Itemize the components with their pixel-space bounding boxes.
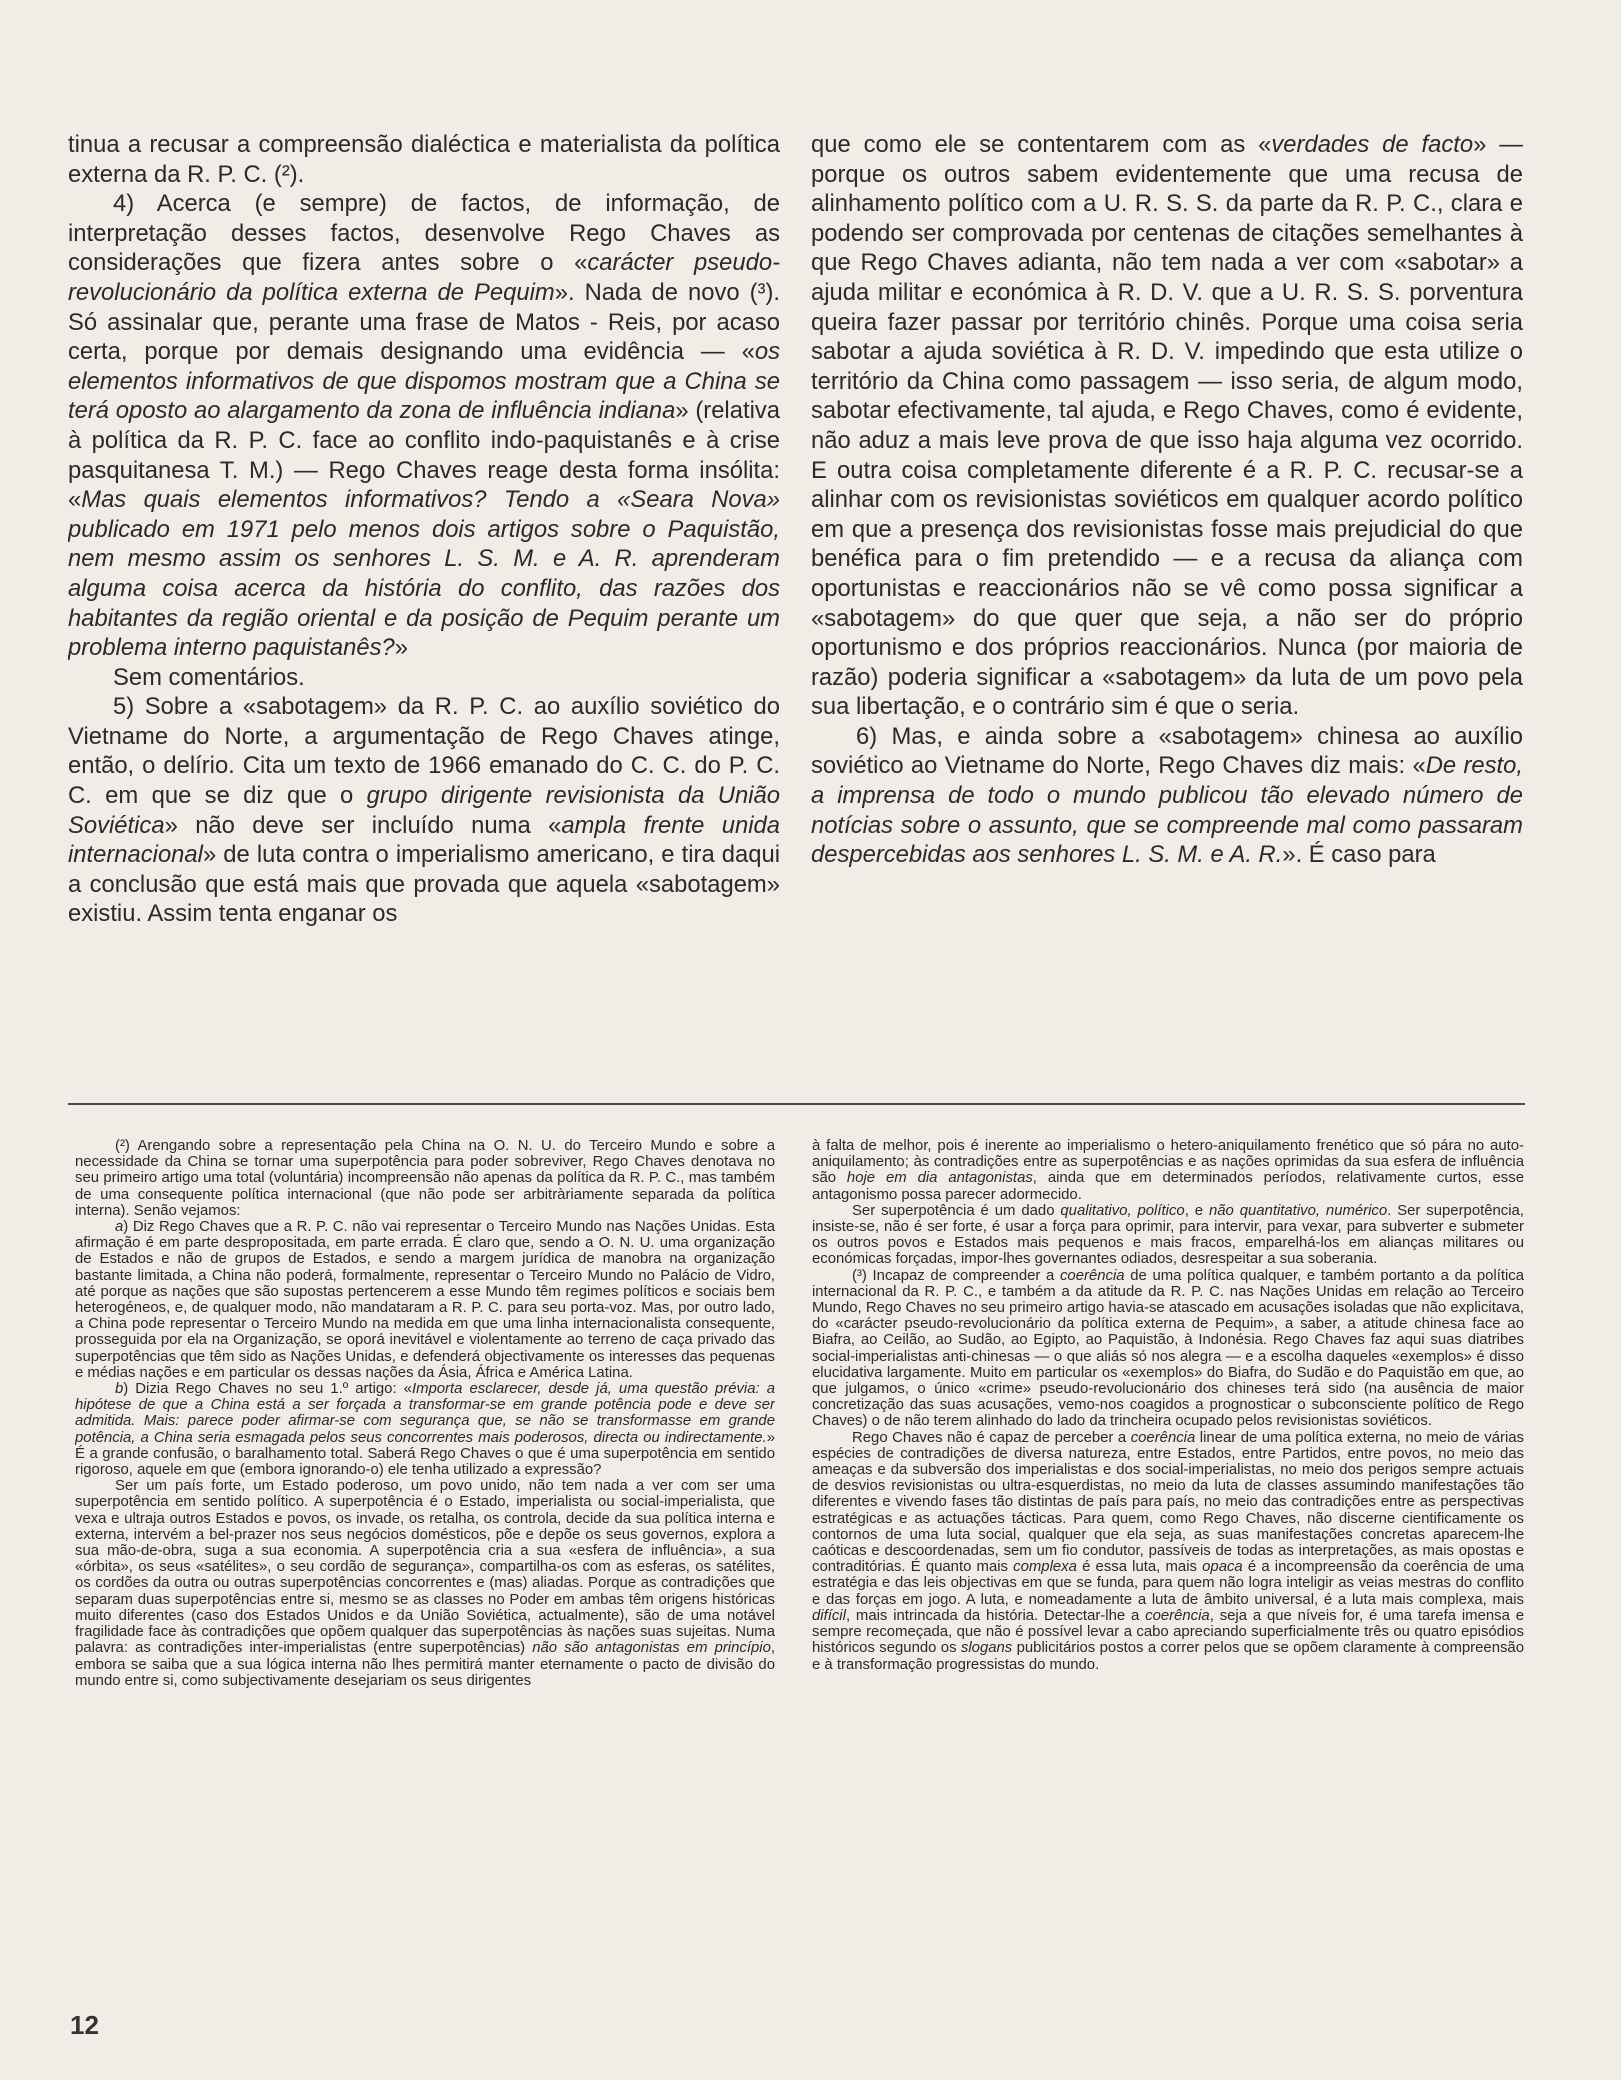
text-run: que como ele se contentarem com as « — [811, 131, 1272, 158]
text-run: ». Nada de novo (³). Só assinalar que, perante uma frase de Matos - Reis, por acaso certa, porque por demais designando uma evidência — « — [68, 278, 780, 366]
paragraph — [68, 663, 780, 693]
text-run: 6) Mas, e ainda sobre a «sabotagem» chinesa ao auxílio soviético ao Vietname do Norte, Rego Chaves diz mais: « — [811, 722, 1523, 780]
footnotes-left-column — [75, 1138, 775, 1998]
text-run: , e — [1184, 1202, 1209, 1219]
text-run: é a incompreensão da coerência de uma estratégia e das leis objectivas em que se funda, para quem não logra inteligir as veias mestras do conflito e das forças em jogo. A luta, e nomeadamente a luta de âmbito universal, é a luta mais complexa, mais — [812, 1559, 1524, 1608]
italic-text: coerência — [1145, 1607, 1210, 1624]
italic-text: slogans — [960, 1640, 1013, 1657]
italic-text: ampla frente unida internacional — [68, 811, 780, 869]
paragraph — [812, 1430, 1524, 1673]
paragraph — [812, 1268, 1524, 1430]
page-number: 12 — [70, 2010, 99, 2040]
text-run: , embora se saiba que a sua lógica interna não lhes permitirá manter eternamente o pacto de divisão do mundo entre si, como subjectivamente desejariam os seus dirigentes — [75, 1640, 775, 1689]
italic-text: opaca — [1202, 1559, 1243, 1576]
italic-text: os elementos informativos de que dispomos mostram que a China se terá oposto ao alargamento da zona de influência indiana — [68, 338, 780, 425]
italic-text: não são antagonistas em princípio — [532, 1640, 771, 1657]
text-run: » não deve ser incluído numa « — [164, 811, 562, 839]
paragraph — [811, 130, 1523, 722]
text-run: ». É caso para — [1282, 841, 1436, 869]
text-run: tinua a recusar a compreensão dialéctica e materialista da política externa da R. P. C. (²). — [68, 131, 780, 188]
text-run: , ainda que em determinados períodos, relativamente curtos, esse antagonismo possa parecer adormecido. — [812, 1170, 1524, 1203]
text-run: » — [394, 634, 409, 662]
text-run: » É a grande confusão, o baralhamento total. Saberá Rego Chaves o que é uma superpotência em sentido rigoroso, aquele em que (embora ignorando-o) ele tenha utilizado a expressão? — [75, 1429, 775, 1479]
paragraph — [68, 130, 780, 189]
paragraph — [75, 1381, 775, 1478]
text-run: (²) Arengando sobre a representação pela China na O. N. U. do Terceiro Mundo e sobre a necessidade da China se tornar uma superpotência para poder sobreviver, Rego Chaves denotava no seu primeiro artigo uma total (voluntária) incompreensão não apenas da política da R. P. C., mas também de uma consequente política internacional (que não pode ser arbitràriamente separada da política interna). Senão vejamos: — [75, 1138, 775, 1219]
paragraph — [812, 1203, 1524, 1268]
text-run: 5) Sobre a «sabotagem» da R. P. C. ao auxílio soviético do Vietname do Norte, a argumentação de Rego Chaves atinge, então, o delírio. Cita um texto de 1966 emanado do C. C. do P. C. C. em que se diz que o — [68, 693, 780, 810]
italic-text: não quantitativo, numérico — [1208, 1202, 1388, 1219]
text-run: Ser superpotência é um dado — [852, 1202, 1061, 1219]
main-text-left-column — [68, 130, 780, 1060]
text-run: é essa luta, mais — [1076, 1559, 1203, 1576]
italic-text: difícil — [812, 1607, 846, 1624]
italic-text: coerência — [1059, 1267, 1125, 1284]
text-run: 4) Acerca (e sempre) de factos, de informação, de interpretação desses factos, desenvolve Rego Chaves as considerações que fizera antes sobre o « — [68, 190, 780, 277]
text-run: Sem comentários. — [113, 663, 305, 691]
paragraph — [68, 692, 780, 929]
italic-text: complexa — [1013, 1559, 1077, 1576]
italic-text: coerência — [1130, 1429, 1196, 1446]
text-run: » de luta contra o imperialismo americano, e tira daqui a conclusão que está mais que provada que aquela «sabotagem» existiu. Assim tenta enganar os — [68, 841, 780, 928]
text-run: » — porque os outros sabem evidentemente que uma recusa de alinhamento político com a U. R. S. S. da parte da R. P. C., clara e podendo ser comprovada por centenas de citações semelhantes à que Rego Chaves adianta, não tem nada a ver com «sabotar» a ajuda militar e económica à R. D. V. que a U. R. S. S. porventura queira fazer passar por território chinês. Porque uma coisa seria sabotar a ajuda soviética à R. D. V. impedindo que esta utilize o território da China como passagem — isso seria, de algum modo, sabotar efectivamente, tal ajuda, e Rego Chaves, como é evidente, não aduz a mais leve prova de que isso haja alguma vez ocorrido. E outra coisa completamente diferente é a R. P. C. recusar-se a alinhar com os revisionistas soviéticos em qualquer acordo político em que a presença dos revisionistas fosse mais prejudicial do que benéfica para o fim pretendido — e a recusa da aliança com oportunistas e reaccionários não se vê como possa significar a «sabotagem» do que quer que seja, a não ser do próprio oportunismo e dos próprios reaccionários. Nunca (por maioria de razão) poderia significar a «sabotagem» da luta de um povo pela sua libertação, e o contrário sim é que o seria. — [811, 131, 1523, 721]
italic-text: Mas quais elementos informativos? Tendo a «Seara Nova» publicado em 1971 pelo menos dois artigos sobre o Paquistão, nem mesmo assim os senhores L. S. M. e A. R. aprenderam alguma coisa acerca da história do conflito, das razões dos habitantes da região oriental e da posição de Pequim perante um problema interno paquistanês? — [68, 486, 780, 662]
footnotes-right-column — [812, 1138, 1524, 1998]
text-run: de uma política qualquer, e também portanto a da política internacional da R. P. C., e também a da atitude da R. P. C. nas Nações Unidas em relação ao Terceiro Mundo, Rego Chaves no seu primeiro artigo havia-se atascado em acusações isoladas que não explicitava, do «carácter pseudo-revolucionário da política externa de Pequim», a saber, a atitude chinesa face ao Biafra, ao Ceilão, ao Sudão, ao Egipto, ao Paquistão, à Indonésia. Rego Chaves faz aqui suas diatribes social-imperialistas anti-chinesas — o que aliás só nos alegra — e a escolha daqueles «exemplos» é disso elucidativa largamente. Muito em particular os «exemplos» do Biafra, do Sudão e do Paquistão em que, ao que julgamos, o único «crime» pseudo-revolucionário dos chineses terá sido (na ausência de maior concretização das suas acusações, vemo-nos coagidos a prognosticar o subconsciente político de Rego Chaves) o de não terem alinhado do lado da trincheira ocupado pelos revisionistas soviéticos. — [812, 1267, 1524, 1430]
italic-text: De resto, a imprensa de todo o mundo publicou tão elevado número de notícias sobre o assunto, que se compreende mal como passaram despercebidas aos senhores L. S. M. e A. R. — [811, 752, 1523, 869]
text-run: (³) Incapaz de compreender a — [852, 1267, 1060, 1284]
italic-text: Importa esclarecer, desde já, uma questão prévia: a hipótese de que a China está a ser forçada a transformar-se em grande potência pode e deve ser admitida. Mais: parece poder afirmar-se com segurança que, se não se transformasse em grande potência, a China seria esmagada pelos seus concorrentes mais poderosos, directa ou indirectamente. — [75, 1381, 775, 1446]
italic-text: qualitativo, político — [1060, 1202, 1185, 1219]
text-run: ) Dizia Rego Chaves no seu 1.º artigo: « — [123, 1381, 412, 1398]
paragraph — [811, 722, 1523, 870]
italic-text: a — [115, 1219, 124, 1236]
text-run: à falta de melhor, pois é inerente ao imperialismo o hetero-aniquilamento frenético que só pára no auto-aniquilamento; às contradições entre as superpotências e as nações oprimidas da sua esfera de influência são — [812, 1138, 1524, 1187]
text-run: Ser um país forte, um Estado poderoso, um povo unido, não tem nada a ver com ser uma superpotência em sentido político. A superpotência é o Estado, imperialista ou social-imperialista, que vexa e ultraja outros Estados e povos, os invade, os retalha, os controla, decide da sua política interna e externa, intervém a bel-prazer nos seus negócios domésticos, põe e depõe os seus governos, explora a sua mão-de-obra, suga a sua economia. A superpotência cria a sua «esfera de influência», a sua «órbita», os seus «satélites», o seu cordão de segurança», compartilha-os com as esferas, os satélites, os cordões da outra ou outras superpotências concorrentes e (mas) aliadas. Porque as contradições que separam duas superpotências entre si, mesmo se as classes no Poder em ambas têm origens históricas muito diferentes (caso dos Estados Unidos e da União Soviética, actualmente), são de uma notável fragilidade face às contradições que opõem qualquer das superpotências às nações suas sujeitas. Numa palavra: as contradições inter-imperialistas (entre superpotências) — [75, 1478, 775, 1657]
paragraph — [68, 189, 780, 663]
italic-text: grupo dirigente revisionista da União Soviética — [68, 782, 780, 839]
text-run: ) Diz Rego Chaves que a R. P. C. não vai representar o Terceiro Mundo nas Nações Unidas. Esta afirmação é em parte despropositada, em parte errada. É claro que, sendo a O. N. U. uma organização de Estados e não de grupos de Estados, e sendo a margem jurídica de manobra na organização bastante limitada, a China não poderá, formalmente, representar o Terceiro Mundo no Palácio de Vidro, até porque as nações que são supostas pertencerem a esse Mundo têm regimes políticos e sociais bem heterogéneos, e, de qualquer modo, não mandataram a R. P. C. para seu porta-voz. Mas, por outro lado, a China pode representar o Terceiro Mundo na medida em que uma linha internacionalista consequente, prosseguida por ela na Organização, se oporá inevitável e violentamente ao terreno de caça privado das superpotências que têm sido as Nações Unidas, e defenderá objectivamente os interesses das pequenas e médias nações e em particular os dessas nações da Ásia, África e América Latina. — [75, 1219, 775, 1381]
paragraph — [812, 1138, 1524, 1203]
italic-text: carácter pseudo-revolucionário da política externa de Pequim — [68, 249, 780, 306]
text-run: , seja a que níveis for, é uma tarefa imensa e sempre recomeçada, que não é possível levar a cabo apreciando superficialmente três ou quatro episódios históricos segundo os — [812, 1607, 1524, 1657]
italic-text: verdades de facto — [1271, 131, 1474, 158]
text-run: linear de uma política externa, no meio de várias espécies de contradições de diversa natureza, entre Estados, entre Partidos, entre povos, no meio das ameaças e da subversão dos imperialistas e dos social-imperialistas, no meio dos perigos sempre actuais de desvios revisionistas ou ultra-esquerdistas, no meio da luta de classes assumindo manifestações tão diferentes e vivendo fases tão distintas de país para país, no meio das contradições entre as perspectivas estratégicas e as actuações tácticas. Para quem, como Rego Chaves, não discerne cientificamente os contornos de uma luta social, qualquer que ela seja, as suas manifestações concretas aparecem-lhe caóticas e descoordenadas, sem um fio condutor, passíveis de todas as interpretações, as mais opostas e contraditórias. É quanto mais — [812, 1429, 1524, 1576]
footnote-divider — [68, 1103, 1525, 1105]
paragraph — [75, 1478, 775, 1689]
text-run: » (relativa à política da R. P. C. face ao conflito indo-paquistanês e à crise pasquitanesa T. M.) — Rego Chaves reage desta forma insólita: « — [68, 397, 780, 514]
italic-text: hoje em dia antagonistas — [846, 1170, 1033, 1187]
italic-text: b — [115, 1381, 124, 1398]
text-run: , mais intrincada da história. Detectar-lhe a — [845, 1607, 1146, 1624]
main-text-right-column — [811, 130, 1523, 1060]
text-run: . Ser superpotência, insiste-se, não é ser forte, é usar a força para oprimir, para intervir, para vexar, para subverter e submeter os outros povos e Estados mais pequenos e mais fracos, emparelhá-los em alianças militares ou económicas forçadas, impor-lhes governantes odiados, desrespeitar a sua soberania. — [812, 1202, 1524, 1268]
paragraph — [75, 1219, 775, 1381]
paragraph — [75, 1138, 775, 1219]
text-run: Rego Chaves não é capaz de perceber a — [852, 1429, 1131, 1446]
text-run: publicitários postos a correr pelos que se opõem claramente à compreensão e à transformação progressistas do mundo. — [812, 1640, 1524, 1673]
